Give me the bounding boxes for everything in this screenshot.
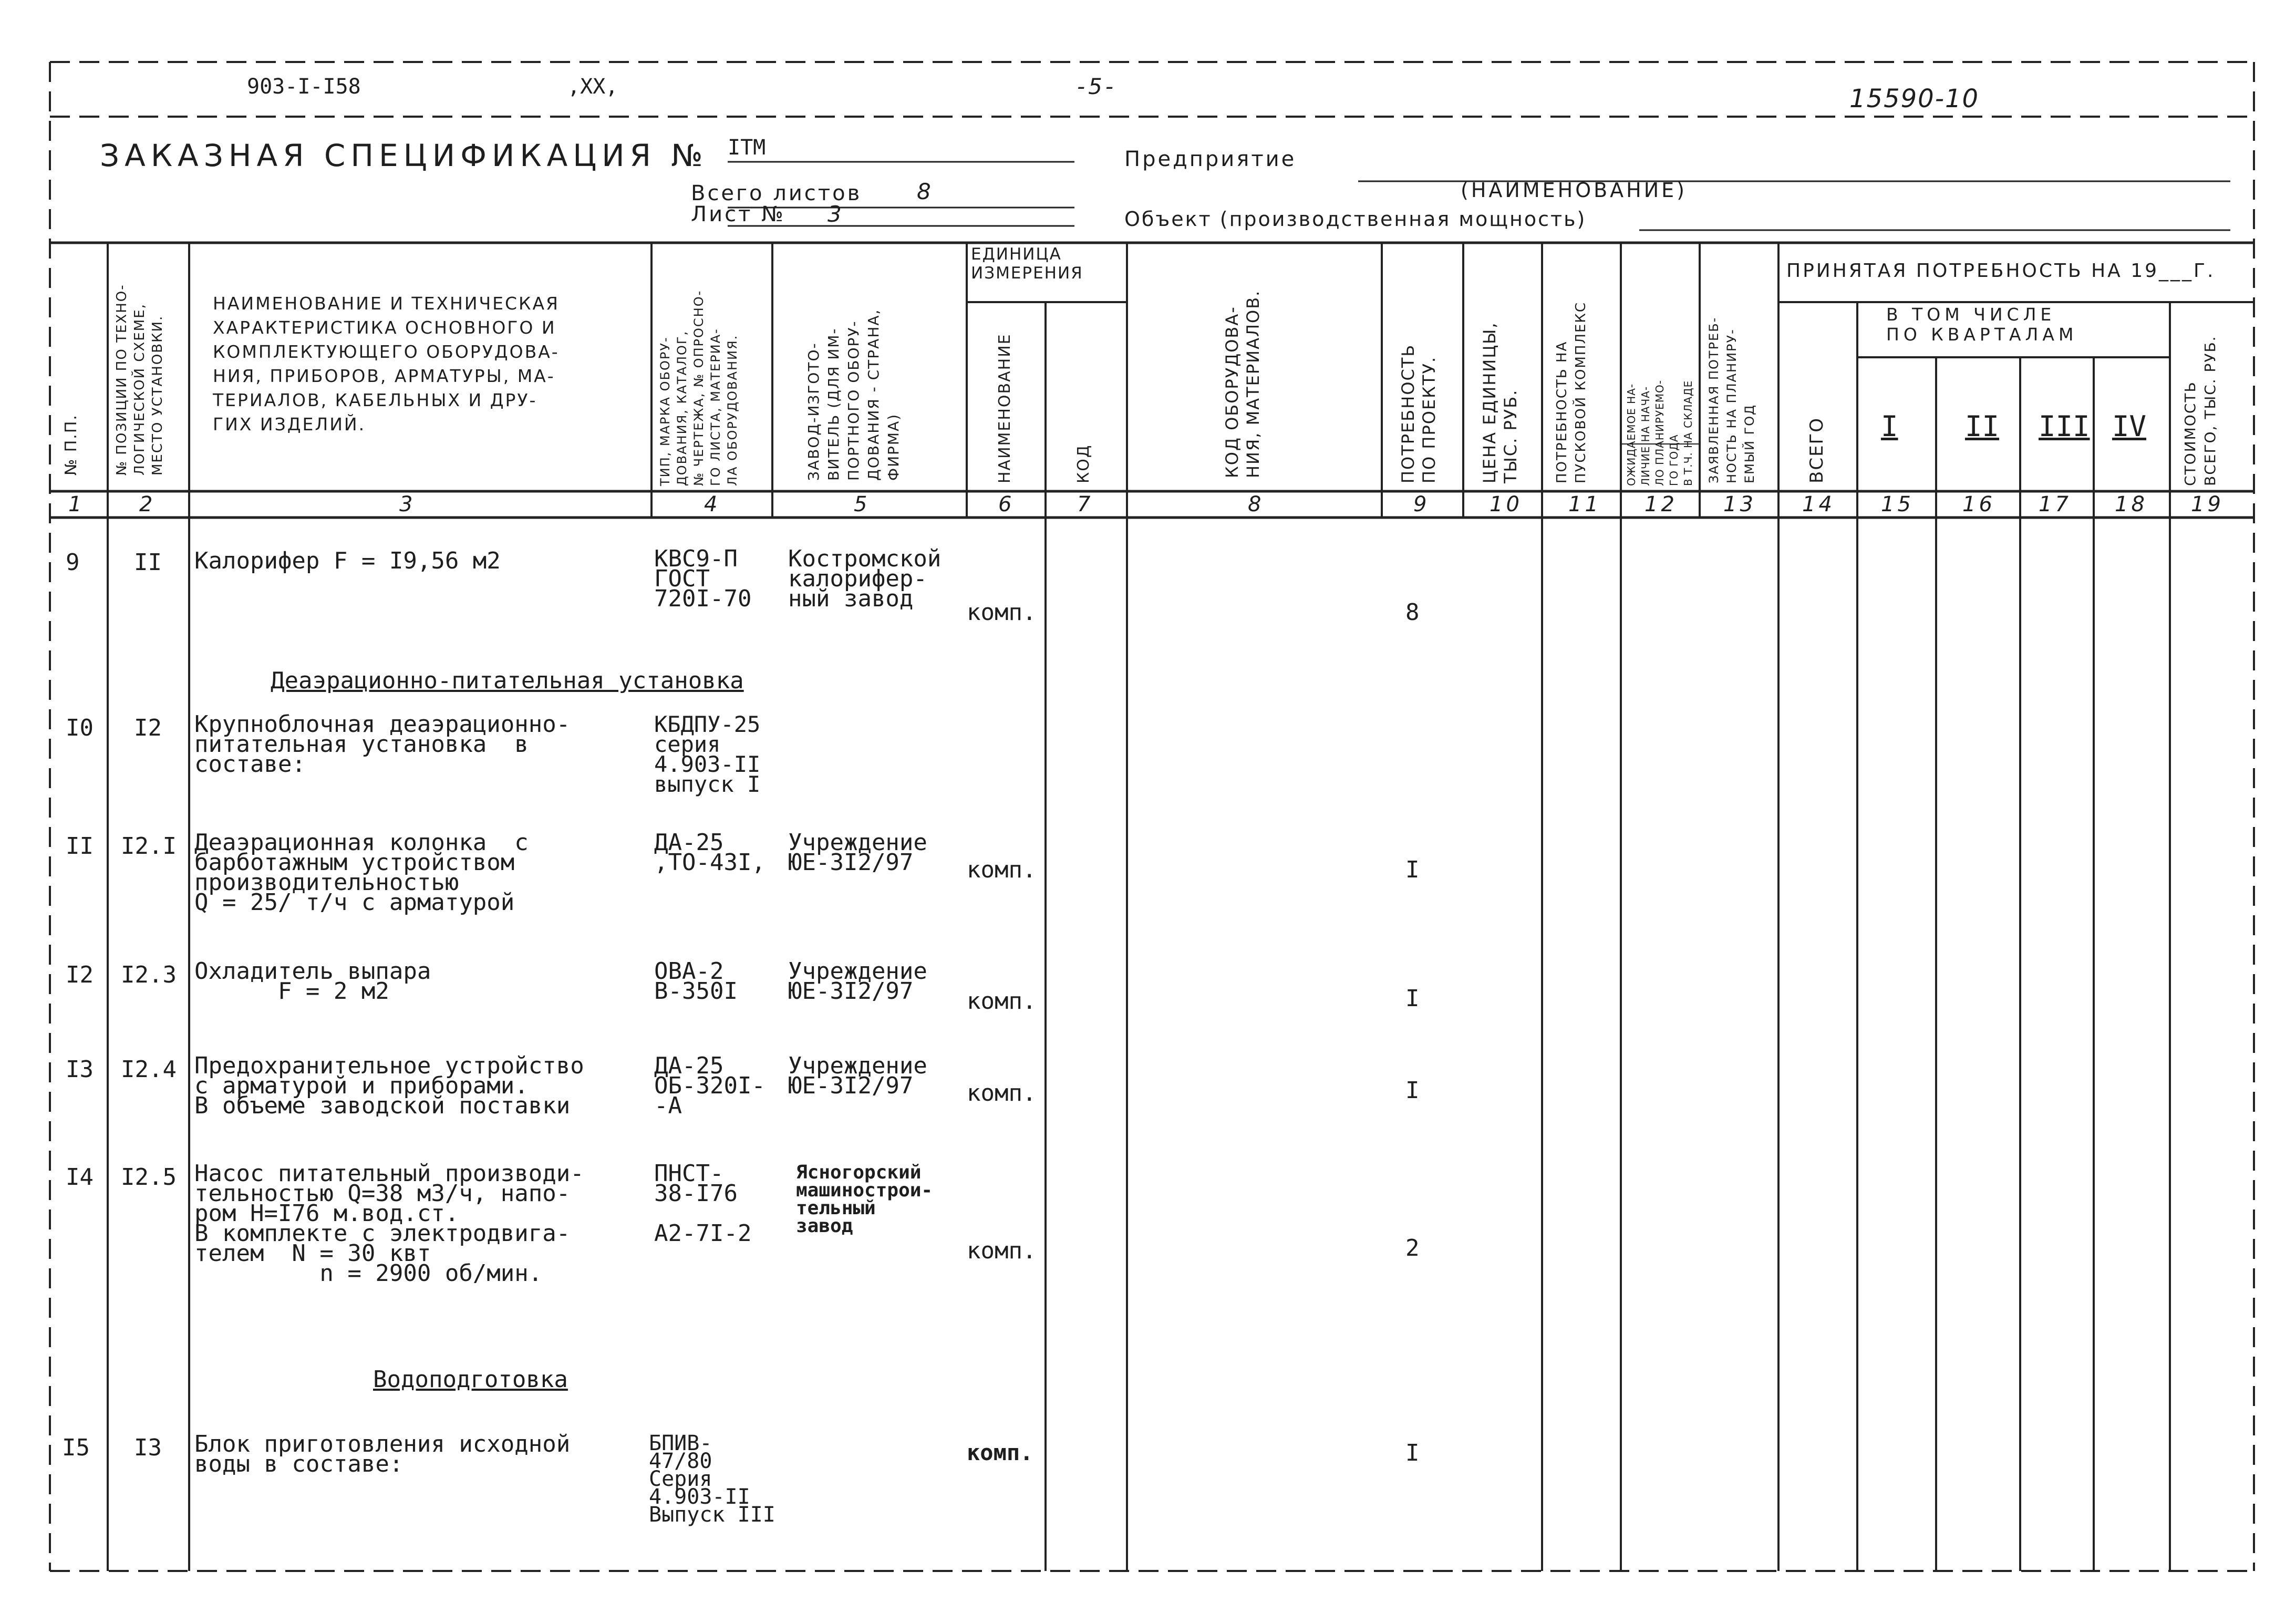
row-quantity: 8 bbox=[1405, 599, 1420, 626]
col-number-5: 5 bbox=[854, 492, 871, 516]
row-maker: Ясногорский машинострои- тельный завод bbox=[796, 1162, 933, 1237]
total-sheets-value: 8 bbox=[917, 179, 934, 204]
col-5-header: ЗАВОД-ИЗГОТО- ВИТЕЛЬ (ДЛЯ ИМ- ПОРТНОГО ОБОРУ- ДОВАНИЯ - СТРАНА, ФИРМА) bbox=[805, 308, 902, 481]
sheet-label: Лист № bbox=[691, 202, 785, 226]
row-maker: Учреждение ЮЕ-3I2/97 bbox=[788, 1052, 927, 1099]
total-sheets-label: Всего листов bbox=[691, 181, 862, 205]
section-heading: Водоподготовка bbox=[373, 1366, 568, 1393]
col-number-2: 2 bbox=[139, 492, 156, 516]
col-3-header: НАИМЕНОВАНИЕ И ТЕХНИЧЕСКАЯ ХАРАКТЕРИСТИКА ОСНОВНОГО И КОМПЛЕКТУЮЩЕГО ОБОРУДОВА- НИЯ, ПРИБОРОВ, АРМАТУРЫ, МА- ТЕРИАЛОВ, КАБЕЛЬНЫХ И ДРУ- ГИХ ИЗДЕЛИЙ. bbox=[213, 293, 560, 435]
quarter-2-header: II bbox=[1965, 410, 2000, 443]
col-number-11: 11 bbox=[1568, 492, 1601, 516]
col-number-13: 13 bbox=[1723, 492, 1756, 516]
col-9-header: ПОТРЕБНОСТЬ ПО ПРОЕКТУ. bbox=[1398, 344, 1439, 483]
col-8-header: КОД ОБОРУДОВА- НИЯ, МАТЕРИАЛОВ. bbox=[1222, 289, 1263, 478]
col-1-header: № П.П. bbox=[62, 414, 80, 475]
col-10-header: ЦЕНА ЕДИНИЦЫ, ТЫС. РУБ. bbox=[1480, 322, 1521, 483]
row-position: I2.3 bbox=[121, 961, 177, 988]
accepted-header: ПРИНЯТАЯ ПОТРЕБНОСТЬ НА 19___Г. bbox=[1786, 260, 2216, 282]
row-maker: Учреждение ЮЕ-3I2/97 bbox=[788, 829, 927, 876]
row-type: КБДПУ-25 серия 4.903-II выпуск I bbox=[654, 711, 761, 797]
row-unit: комп. bbox=[967, 1237, 1037, 1264]
col-12-header: ОЖИДАЕМОЕ НА- ЛИЧИЕ НА НАЧА- ЛО ПЛАНИРУЕМО- ГО ГОДА В Т.Ч. НА СКЛАДЕ bbox=[1625, 380, 1694, 486]
project-code: 903-I-I58 bbox=[247, 75, 361, 99]
row-quantity: 2 bbox=[1405, 1235, 1420, 1262]
project-mark: ,XX, bbox=[567, 75, 618, 99]
row-position: I2.I bbox=[121, 833, 177, 860]
section-heading: Деаэрационно-питательная установка bbox=[271, 667, 744, 694]
row-maker: Костромской калорифер- ный завод bbox=[788, 545, 942, 612]
row-unit: комп. bbox=[967, 599, 1037, 626]
col-2-header: № ПОЗИЦИИ ПО ТЕХНО- ЛОГИЧЕСКОЙ СХЕМЕ, МЕСТО УСТАНОВКИ. bbox=[114, 284, 166, 475]
object-label: Объект (производственная мощность) bbox=[1124, 208, 1587, 231]
row-number: II bbox=[66, 833, 94, 860]
form-heading: ЗАКАЗНАЯ СПЕЦИФИКАЦИЯ № bbox=[100, 138, 708, 173]
row-number: I3 bbox=[66, 1056, 94, 1083]
col-14-header: ВСЕГО bbox=[1806, 417, 1827, 483]
col-19-header: СТОИМОСТЬ ВСЕГО, ТЫС. РУБ. bbox=[2181, 335, 2219, 486]
col-number-8: 8 bbox=[1248, 492, 1265, 516]
col-number-15: 15 bbox=[1881, 492, 1914, 516]
row-name: Калорифер F = I9,56 м2 bbox=[194, 547, 501, 574]
name-label: (НАИМЕНОВАНИЕ) bbox=[1461, 179, 1687, 202]
col-number-3: 3 bbox=[399, 492, 416, 516]
row-position: I2.4 bbox=[121, 1056, 177, 1083]
row-type: ПНСТ- 38-I76 А2-7I-2 bbox=[654, 1160, 752, 1247]
page-number: -5- bbox=[1077, 74, 1117, 99]
row-type: ОВА-2 В-350I bbox=[654, 958, 738, 1005]
row-unit: комп. bbox=[967, 1080, 1037, 1107]
col-number-19: 19 bbox=[2191, 492, 2224, 516]
col-number-4: 4 bbox=[704, 492, 721, 516]
row-quantity: I bbox=[1405, 1077, 1420, 1104]
row-type: ДА-25 ОБ-320I- -А bbox=[654, 1052, 766, 1119]
col-number-10: 10 bbox=[1490, 492, 1523, 516]
row-number: I0 bbox=[66, 715, 94, 741]
col-number-12: 12 bbox=[1645, 492, 1678, 516]
row-name: Предохранительное устройство с арматурой и приборами. В объеме заводской поставки bbox=[194, 1052, 584, 1119]
row-type: БПИВ- 47/80 Серия 4.903-II Выпуск III bbox=[649, 1431, 775, 1527]
enterprise-label: Предприятие bbox=[1124, 147, 1297, 171]
row-position: I3 bbox=[134, 1434, 162, 1461]
col-number-16: 16 bbox=[1962, 492, 1995, 516]
row-unit: комп. bbox=[967, 988, 1037, 1015]
col-13-header: ЗАЯВЛЕННАЯ ПОТРЕБ- НОСТЬ НА ПЛАНИРУ- ЕМЫЙ ГОД bbox=[1707, 316, 1757, 483]
document-number: 15590-10 bbox=[1849, 84, 1980, 113]
quarter-1-header: I bbox=[1881, 410, 1898, 443]
row-position: II bbox=[134, 549, 162, 576]
row-quantity: I bbox=[1405, 1440, 1420, 1466]
row-name: Деаэрационная колонка с барботажным устройством производительностью Q = 25/ т/ч с арматурой bbox=[194, 829, 529, 916]
row-quantity: I bbox=[1405, 985, 1420, 1012]
unit-group-header: ЕДИНИЦА ИЗМЕРЕНИЯ bbox=[971, 245, 1083, 283]
quarter-4-header: IV bbox=[2112, 410, 2147, 443]
row-maker: Учреждение ЮЕ-3I2/97 bbox=[788, 958, 927, 1005]
row-name: Крупноблочная деаэрационно- питательная установка в составе: bbox=[194, 711, 571, 778]
col-number-6: 6 bbox=[998, 492, 1015, 516]
specification-number: ITM bbox=[728, 136, 766, 160]
col-4-header: ТИП, МАРКА ОБОРУ- ДОВАНИЯ, КАТАЛОГ, № ЧЕРТЕЖА, № ОПРОСНО- ГО ЛИСТА, МАТЕРИА- ЛА ОБОРУДОВАНИЯ. bbox=[658, 289, 740, 486]
row-name: Насос питательный производи- тельностью Q=38 м3/ч, напо- ром Н=I76 м.вод.ст. В комплекте с электродвига- телем N = 30 квт n = 2900 об/мин. bbox=[194, 1160, 584, 1287]
row-name: Блок приготовления исходной воды в составе: bbox=[194, 1431, 571, 1477]
col-number-17: 17 bbox=[2039, 492, 2072, 516]
col-6-header: НАИМЕНОВАНИЕ bbox=[996, 333, 1014, 483]
row-position: I2 bbox=[134, 715, 162, 741]
row-number: I4 bbox=[66, 1164, 94, 1191]
row-number: I5 bbox=[62, 1434, 90, 1461]
quarters-header: В ТОМ ЧИСЛЕ ПО КВАРТАЛАМ bbox=[1886, 304, 2078, 345]
col-number-7: 7 bbox=[1077, 492, 1094, 516]
sheet-value: 3 bbox=[828, 201, 845, 227]
col-11-header: ПОТРЕБНОСТЬ НА ПУСКОВОЙ КОМПЛЕКС bbox=[1554, 302, 1589, 483]
col-number-18: 18 bbox=[2115, 492, 2148, 516]
col-number-14: 14 bbox=[1802, 492, 1835, 516]
col-number-1: 1 bbox=[68, 492, 85, 516]
row-unit: комп. bbox=[967, 856, 1037, 883]
quarter-3-header: III bbox=[2039, 410, 2090, 443]
row-type: КВС9-П ГОСТ 720I-70 bbox=[654, 545, 752, 612]
row-type: ДА-25 ,ТО-43I, bbox=[654, 829, 766, 876]
row-name: Охладитель выпара F = 2 м2 bbox=[194, 958, 431, 1005]
col-7-header: КОД bbox=[1074, 444, 1093, 483]
row-quantity: I bbox=[1405, 856, 1420, 883]
row-position: I2.5 bbox=[121, 1164, 177, 1191]
row-unit: комп. bbox=[967, 1440, 1033, 1465]
row-number: I2 bbox=[66, 961, 94, 988]
col-number-9: 9 bbox=[1413, 492, 1430, 516]
row-number: 9 bbox=[66, 549, 80, 576]
